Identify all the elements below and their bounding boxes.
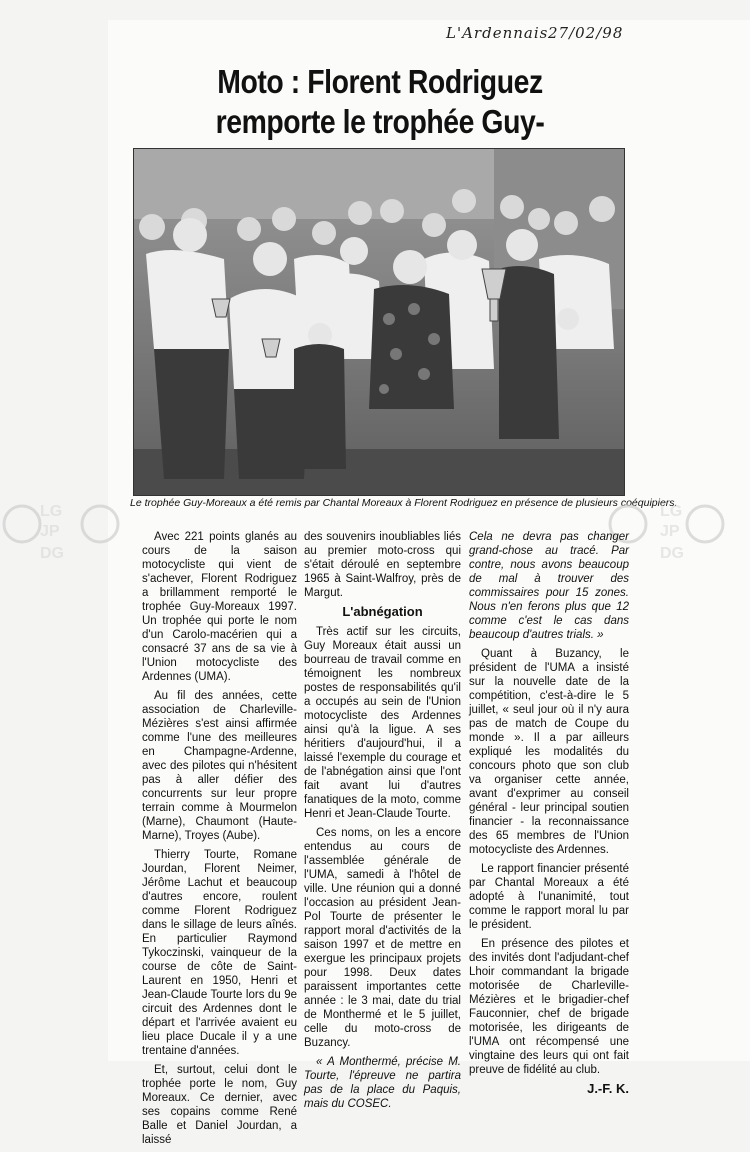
headline-line-2: remporte le trophée Guy- [215,103,545,140]
handwritten-date: 27/02/98 [548,24,624,42]
svg-text:JP: JP [660,523,680,540]
paragraph: Le rapport financier présenté par Chantal Moreaux a été adopté à l'unanimité, tout comme le rapport moral lu par le président. [469,863,629,931]
headline-line-1: Moto : Florent Rodriguez [217,63,543,100]
paragraph: Thierry Tourte, Romane Jourdan, Florent Neimer, Jérôme Lachut et beaucoup d'autres encore, roulent comme Florent Rodriguez dans le sillage de leurs aînés. En particulier Raymond Tykoczinski, vainqueur de la course de côte de Saint-Laurent en 1950, Henri et Jean-Claude Tourte lors du 9e circuit des Ardennes dont le départ et l'arrivée avaient eu lieu place Ducale il y a une trentaine d'années. [142,849,297,1057]
handwritten-source: L'Ardennais [446,24,549,42]
svg-text:JP: JP [40,523,60,540]
paragraph: Quant à Buzancy, le président de l'UMA a insisté sur la nouvelle date de la compétition, c'est-à-dire le 5 juillet, « seul jour où il n'y aura pas de match de Coupe du monde ». Il a par ailleurs expliqué les modalités du concours photo que son club va organiser cette année, avant d'exprimer au conseil général - leur principal soutien financier - la reconnaissance des 65 membres de l'Union motocycliste des Ardennes. [469,648,629,856]
svg-text:DG: DG [40,545,64,562]
paragraph: Et, surtout, celui dont le trophée porte le nom, Guy Moreaux. Ce dernier, avec ses copains comme René Balle et Daniel Jourdan, a laissé [142,1064,297,1146]
photo-caption: Le trophée Guy-Moreaux a été remis par Chantal Moreaux à Florent Rodriguez en présence de plusieurs coéquipiers. [130,497,678,509]
svg-text:DG: DG [660,545,684,562]
article-column-2 [304,530,461,1116]
author-signature: J.-F. K. [587,1081,629,1096]
paragraph: des souvenirs inoubliables liés au premier moto-cross qui s'était déroulé en septembre 1965 à Saint-Walfroy, près de Margut. [304,531,461,599]
paragraph: En présence des pilotes et des invités dont l'adjudant-chef Lhoir commandant la brigade motorisée de Charleville-Mézières et le brigadier-chef Fauconnier, chef de brigade motorisée, les dirigeants de l'UMA ont récompensé une vingtaine des leurs qui ont fait preuve de fidélité au club. [469,938,629,1076]
svg-text:LG: LG [40,503,63,520]
paragraph: Ces noms, on les a encore entendus au cours de l'assemblée générale de l'UMA, samedi à l'hôtel de ville. Une réunion qui a donné l'occasion au président Jean-Pol Tourte de présenter le rapport moral d'activités de la saison 1997 et de mettre en exergue les principaux projets pour 1998. Deux dates paraissent importantes cette année : le 3 mai, date du trial de Monthermé et le 5 juillet, celle du moto-cross de Buzancy. [304,827,461,1049]
quote-paragraph: « A Monthermé, précise M. Tourte, l'épreuve ne partira pas de la place du Paquis, mais du COSEC. [304,1056,461,1110]
quote-paragraph: Cela ne devra pas changer grand-chose au tracé. Par contre, nous avons beaucoup de mal à trouver des commissaires pour 15 zones. Nous n'en ferons plus que 12 comme c'est le cas dans beaucoup d'autres trials. » [469,531,629,641]
group-photo [133,148,625,496]
paragraph: Au fil des années, cette association de Charleville-Mézières s'est ainsi affirmée comme l'une des meilleures en Champagne-Ardenne, avec des pilotes qui n'hésitent pas à aller défier des concurrents sur leur propre terrain comme à Mourmelon (Marne), Chaumont (Haute-Marne), Troyes (Aube). [142,690,297,842]
section-subhead: L'abnégation [342,604,423,619]
article-column-1 [142,530,297,1152]
article-column-3 [469,530,629,1096]
paragraph: Avec 221 points glanés au cours de la saison motocycliste qui vient de s'achever, Florent Rodriguez a brillamment remporté le trophée Guy-Moreaux 1997. Un trophée qui porte le nom d'un Carolo-macérien qui a consacré 37 ans de sa vie à l'Union motocycliste des Ardennes (UMA). [142,531,297,683]
paragraph: Très actif sur les circuits, Guy Moreaux était aussi un bourreau de travail comme en témoignent les nombreux postes de responsabilités qu'il a occupés au sein de l'Union motocycliste des Ardennes ainsi qu'à la ligue. A ses héritiers d'aujourd'hui, il a laissé l'exemple du courage et de l'abnégation ainsi que l'ont fait avant lui d'autres fanatiques de la moto, comme Henri et Jean-Claude Tourte. [304,626,461,820]
svg-text:LG: LG [660,503,683,520]
